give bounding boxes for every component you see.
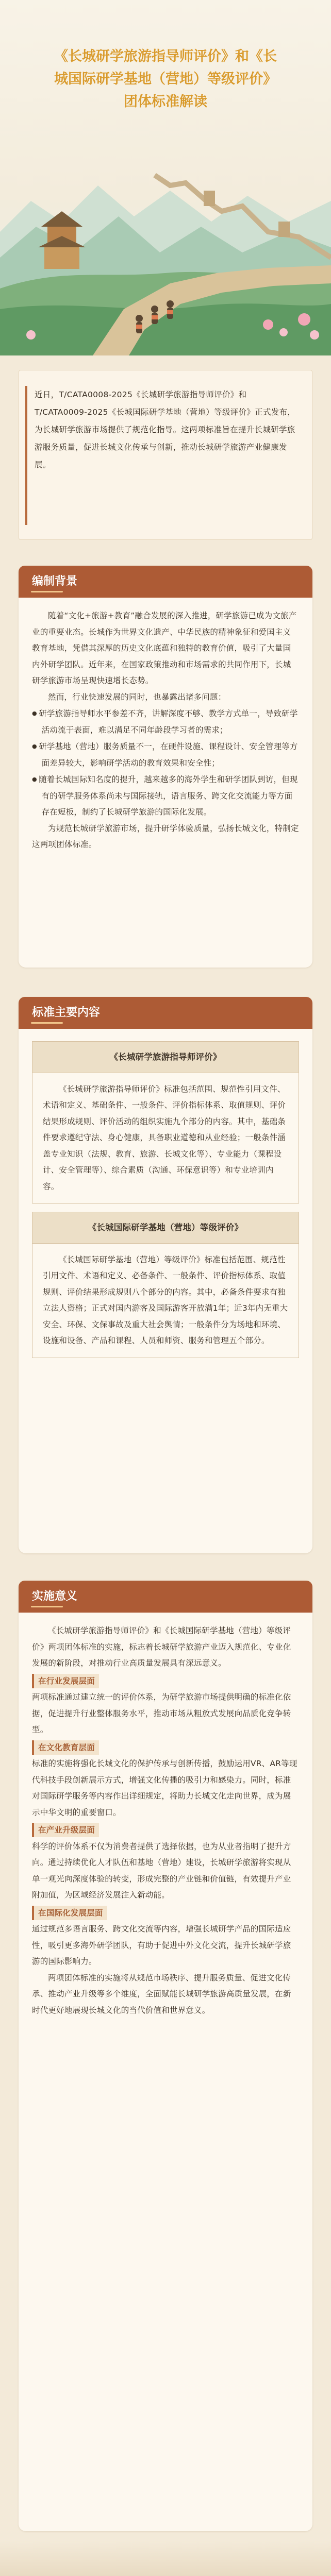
standard-box-1-text: 《长城研学旅游指导师评价》标准包括范围、规范性引用文件、术语和定义、基础条件、一般条件、评价指标体系、取值规则、评价结果形成规则、评价活动的组织实施九个部分的内容。其中，基础条件要求遵纪守法、身心健康，具备职业道德和从业经验；一般条件涵盖专业知识（法规、教育、旅游、长城文化等）、专业能力（课程设计、安全管理等）、综合素质（沟通、环保意识等）和专业培训内容。 bbox=[43, 1084, 286, 1191]
section-significance bbox=[19, 1581, 312, 2531]
significance-label-1: 在行业发展层面 bbox=[32, 1674, 99, 1688]
section-heading-significance bbox=[19, 1581, 312, 1613]
background-bullet-1: ● 研学旅游指导师水平参差不齐，讲解深度不够、教学方式单一，导致研学活动流于表面，难以满足不同年龄段学习者的需求； bbox=[32, 705, 299, 738]
title-line-3: 团体标准解读 bbox=[124, 94, 207, 110]
intro-card bbox=[19, 370, 312, 540]
background-bullet-3: ● 随着长城国际知名度的提升，越来越多的海外学生和研学团队到访，但现有的研学服务体系尚未与国际接轨，语言服务、跨文化交流能力等方面存在短板，制约了长城研学旅游的国际化发展。 bbox=[32, 771, 299, 821]
section-heading-text: 实施意义 bbox=[32, 1590, 78, 1603]
section-body bbox=[19, 598, 312, 863]
standard-box-1-title: 《长城研学旅游指导师评价》 bbox=[32, 1042, 299, 1073]
heading-underline bbox=[31, 1606, 63, 1607]
significance-label-3: 在产业升级层面 bbox=[32, 1823, 99, 1837]
section-heading-text: 标准主要内容 bbox=[32, 1006, 101, 1019]
section-body bbox=[19, 1029, 312, 1377]
significance-text-4: 通过规范多语言服务、跨文化交流等内容，增强长城研学产品的国际适应性，吸引更多海外研学团队，有助于促进中外文化交流，提升长城研学旅游的国际影响力。 bbox=[32, 1924, 291, 1966]
background-paragraph-3: 为规范长城研学旅游市场，提升研学体验质量，弘扬长城文化，特制定这两项团体标准。 bbox=[32, 823, 299, 849]
great-wall-illustration bbox=[0, 155, 331, 355]
intro-text: 近日，T/CATA0008-2025《长城研学旅游指导师评价》和T/CATA0009-2025《长城国际研学基地（营地）等级评价》正式发布，为长城研学旅游市场提供了规范化指导。这两项标准旨在提升长城研学旅游服务质量，促进长城文化传承与创新，推动长城研学旅游产业健康发展。 bbox=[35, 390, 296, 469]
heading-underline bbox=[31, 1022, 63, 1024]
title-line-2: 城国际研学基地（营地）等级评价》 bbox=[54, 71, 277, 87]
page-title bbox=[21, 45, 310, 113]
intro-accent-bar bbox=[25, 386, 27, 525]
section-background bbox=[19, 566, 312, 968]
significance-text-2: 标准的实施将强化长城文化的保护传承与创新传播，鼓励运用VR、AR等现代科技手段创新展示方式，增强文化传播的吸引力和感染力。同时，标准对国际研学服务等内容作出详细规定，将助力长城文化走向世界，成为展示中华文明的重要窗口。 bbox=[32, 1759, 297, 1817]
significance-item-3 bbox=[32, 1821, 299, 1904]
standard-box-2-title: 《长城国际研学基地（营地）等级评价》 bbox=[32, 1212, 299, 1244]
section-heading-text: 编制背景 bbox=[32, 575, 78, 588]
significance-conclusion: 两项团体标准的实施将从规范市场秩序、提升服务质量、促进文化传承、推动产业升级等多个维度，全面赋能长城研学旅游高质量发展，在新时代更好地展现长城文化的当代价值和世界意义。 bbox=[32, 1973, 291, 2015]
significance-text-3: 科学的评价体系不仅为消费者提供了选择依据，也为从业者指明了提升方向。通过持续优化人才队伍和基地（营地）建设，长城研学旅游将实现从单一观光向深度体验的转变，形成完整的产业链和价值链，有效提升产业附加值，为区域经济发展注入新动能。 bbox=[32, 1841, 291, 1900]
section-main-content bbox=[19, 997, 312, 1553]
section-heading-main-content bbox=[19, 997, 312, 1029]
significance-intro: 《长城研学旅游指导师评价》和《长城国际研学基地（营地）等级评价》两项团体标准的实施，标志着长城研学旅游产业迈入规范化、专业化发展的新阶段，对推动行业高质量发展具有深远意义。 bbox=[32, 1626, 291, 1668]
significance-item-4 bbox=[32, 1904, 299, 1970]
standard-box-1 bbox=[32, 1041, 299, 1204]
footer-decoration bbox=[0, 2541, 331, 2576]
significance-text-1: 两项标准通过建立统一的评价体系，为研学旅游市场提供明确的标准化依据，促进提升行业整体服务水平，推动市场从粗放式发展向品质化竞争转型。 bbox=[32, 1692, 291, 1734]
background-paragraph-2: 然而，行业快速发展的同时，也暴露出诸多问题： bbox=[48, 692, 226, 702]
background-bullet-2: ● 研学基地（营地）服务质量不一，在硬件设施、课程设计、安全管理等方面差异较大，影响研学活动的教育效果和安全性； bbox=[32, 738, 299, 771]
standard-box-2 bbox=[32, 1212, 299, 1358]
section-heading-background bbox=[19, 566, 312, 598]
significance-label-2: 在文化教育层面 bbox=[32, 1740, 99, 1755]
significance-label-4: 在国际化发展层面 bbox=[32, 1906, 107, 1920]
significance-item-1 bbox=[32, 1672, 299, 1738]
section-body bbox=[19, 1613, 312, 2029]
standard-box-2-text: 《长城国际研学基地（营地）等级评价》标准包括范围、规范性引用文件、术语和定义、必备条件、一般条件、评价指标体系、取值规则、评价结果形成规则八个部分的内容。其中，必备条件要求有独立法人资格；正式对国内游客及国际游客开放满1年；近3年内无重大安全、环保、文保事故及重大社会舆情；一般条件分为场地和环境、设施和设备、产品和课程、人员和师资、服务和管理五个部分。 bbox=[43, 1255, 288, 1345]
background-paragraph-1: 随着“文化+旅游+教育”融合发展的深入推进，研学旅游已成为文旅产业的重要业态。长城作为世界文化遗产、中华民族的精神象征和爱国主义教育基地，凭借其深厚的历史文化底蕴和独特的教育价值，吸引了大量国内外研学团队。近年来，在国家政策推动和市场需求的共同作用下，长城研学旅游市场呈现快速增长态势。 bbox=[32, 611, 297, 685]
hero-banner bbox=[0, 0, 331, 355]
title-line-1: 《长城研学旅游指导师评价》和《长 bbox=[54, 48, 277, 64]
significance-item-2 bbox=[32, 1738, 299, 1821]
heading-underline bbox=[31, 591, 63, 592]
